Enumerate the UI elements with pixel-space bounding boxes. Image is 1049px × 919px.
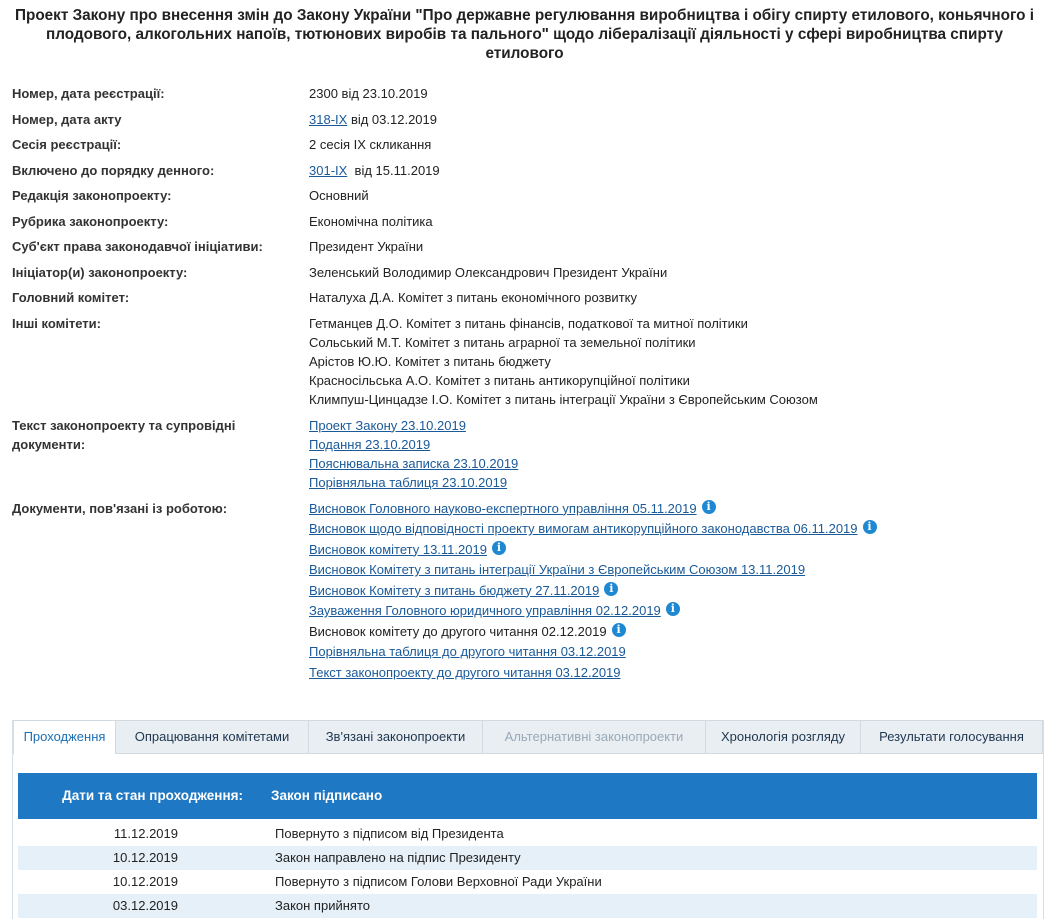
reg-row	[12, 84, 1042, 110]
committee-item: Арістов Ю.Ю. Комітет з питань бюджету	[309, 353, 551, 369]
doc-link[interactable]: Текст законопроекту до другого читання 03.12.2019	[309, 664, 621, 680]
agenda-row	[12, 161, 1042, 187]
doc-text: Висновок комітету до другого читання 02.12.2019	[309, 623, 607, 639]
table-row	[18, 846, 1037, 870]
committee-item: Гетманцев Д.О. Комітет з питань фінансів, податкової та митної політики	[309, 315, 748, 331]
texts-list	[309, 416, 1042, 499]
row-date: 10.12.2019	[112, 850, 178, 865]
doc-item	[309, 642, 1042, 663]
row-date: 10.12.2019	[112, 874, 178, 889]
doc-link[interactable]: Подання 23.10.2019	[309, 436, 431, 452]
other-committees-list	[309, 314, 1042, 416]
texts-row	[12, 416, 1042, 499]
info-icon[interactable]: i	[666, 602, 680, 616]
subject-row	[12, 237, 1042, 263]
doc-item	[309, 581, 1042, 602]
other-committees-row	[12, 314, 1042, 416]
doc-link[interactable]: Порівняльна таблиця 23.10.2019	[309, 474, 508, 490]
doc-item	[309, 560, 1042, 581]
docs-list	[309, 499, 1042, 684]
doc-link[interactable]: Пояснювальна записка 23.10.2019	[309, 455, 519, 471]
tab-committees[interactable]: Опрацювання комітетами	[116, 720, 309, 754]
doc-item	[309, 519, 1042, 540]
texts-label: Текст законопроекту та супровідні документи:	[12, 417, 236, 452]
doc-item	[309, 499, 1042, 520]
row-status: Повернуто з підписом Голови Верховної Ради України	[275, 874, 602, 889]
table-row	[18, 894, 1037, 918]
agenda-value	[309, 161, 1042, 187]
tab-chronology[interactable]: Хронологія розгляду	[706, 720, 861, 754]
doc-item	[309, 622, 1042, 643]
rubric-row	[12, 212, 1042, 238]
rubric-label: Рубрика законопроекту:	[12, 213, 169, 229]
doc-link[interactable]: Висновок Головного науково-експертного управління 05.11.2019	[309, 500, 697, 516]
row-status: Закон прийнято	[275, 898, 370, 913]
doc-link[interactable]: Висновок щодо відповідності проекту вимогам антикорупційного законодавства 06.11.2019	[309, 521, 858, 536]
page-title: Проект Закону про внесення змін до Закону України "Про державне регулювання виробництва і обігу спирту етилового, коньячного і плодового, алкогольних напоїв, тютюнових виробів та пального" щодо лібералізації діяльності у сфері виробництва спирту етилового	[14, 7, 1035, 62]
info-icon[interactable]: i	[612, 623, 626, 637]
tab-alternative-bills: Альтернативні законопроекти	[483, 720, 706, 754]
other-committees-label: Інші комітети:	[12, 315, 101, 331]
session-label: Сесія реєстрації:	[12, 137, 122, 152]
session-row	[12, 135, 1042, 161]
reg-label: Номер, дата реєстрації:	[12, 86, 165, 101]
docs-label: Документи, пов'язані із роботою:	[12, 500, 228, 516]
tab-bar	[13, 720, 1043, 754]
session-value: 2 сесія IX скликання	[309, 137, 432, 152]
bill-info	[12, 84, 1042, 683]
doc-item	[309, 663, 1042, 684]
initiator-row	[12, 263, 1042, 289]
act-date: від 03.12.2019	[350, 111, 437, 127]
act-number-link[interactable]: 318-IX	[309, 111, 348, 127]
info-icon[interactable]: i	[492, 541, 506, 555]
reg-value: 2300 від 23.10.2019	[309, 86, 428, 101]
agenda-number-link[interactable]: 301-IX	[309, 162, 348, 178]
act-value	[309, 110, 1042, 136]
agenda-date: від 15.11.2019	[354, 162, 440, 178]
row-date: 11.12.2019	[113, 826, 178, 841]
tab-related-bills[interactable]: Зв'язані законопроекти	[309, 720, 483, 754]
committee-item: Климпуш-Цинцадзе І.О. Комітет з питань інтеграції України з Європейським Союзом	[309, 391, 818, 407]
main-committee-label: Головний комітет:	[12, 290, 130, 305]
doc-item	[309, 540, 1042, 561]
subject-value: Президент України	[309, 239, 424, 254]
main-committee-value: Наталуха Д.А. Комітет з питань економічного розвитку	[309, 290, 637, 305]
tabs-panel	[12, 720, 1044, 919]
info-icon[interactable]: i	[863, 520, 877, 534]
row-date: 03.12.2019	[112, 898, 178, 913]
initiator-label: Ініціатор(и) законопроекту:	[12, 264, 188, 280]
doc-link[interactable]: Висновок Комітету з питань інтеграції України з Європейським Союзом 13.11.2019	[309, 562, 806, 577]
committee-item: Сольський М.Т. Комітет з питань аграрної та земельної політики	[309, 334, 696, 350]
edition-value: Основний	[309, 188, 369, 203]
table-row	[18, 822, 1037, 846]
doc-link[interactable]: Висновок Комітету з питань бюджету 27.11.2019	[309, 582, 600, 598]
progress-table-header	[18, 773, 1037, 819]
initiator-value: Зеленський Володимир Олександрович Президент України	[309, 264, 668, 280]
edition-row	[12, 186, 1042, 212]
info-icon[interactable]: i	[702, 500, 716, 514]
row-status: Повернуто з підписом від Президента	[275, 826, 504, 841]
rubric-value: Економічна політика	[309, 213, 433, 229]
agenda-label: Включено до порядку денного:	[12, 162, 215, 178]
act-row	[12, 110, 1042, 136]
doc-link[interactable]: Проект Закону 23.10.2019	[309, 417, 466, 433]
subject-label: Суб'єкт права законодавчої ініціативи:	[12, 239, 263, 254]
committee-item: Красносільська А.О. Комітет з питань антикорупційної політики	[309, 372, 690, 388]
table-row	[18, 870, 1037, 894]
main-committee-row	[12, 288, 1042, 314]
header-status: Закон підписано	[271, 788, 383, 803]
info-icon[interactable]: i	[604, 582, 618, 596]
row-status: Закон направлено на підпис Президенту	[275, 850, 521, 865]
doc-link[interactable]: Зауваження Головного юридичного управління 02.12.2019	[309, 603, 661, 618]
tab-progress[interactable]: Проходження	[13, 720, 116, 754]
doc-link[interactable]: Порівняльна таблиця до другого читання 03.12.2019	[309, 644, 626, 659]
doc-link[interactable]: Висновок комітету 13.11.2019	[309, 541, 487, 557]
act-label: Номер, дата акту	[12, 111, 122, 127]
edition-label: Редакція законопроекту:	[12, 188, 172, 203]
doc-item	[309, 601, 1042, 622]
tab-voting-results[interactable]: Результати голосування	[861, 720, 1043, 754]
docs-row	[12, 499, 1042, 684]
header-dates-label: Дати та стан проходження:	[62, 788, 243, 803]
